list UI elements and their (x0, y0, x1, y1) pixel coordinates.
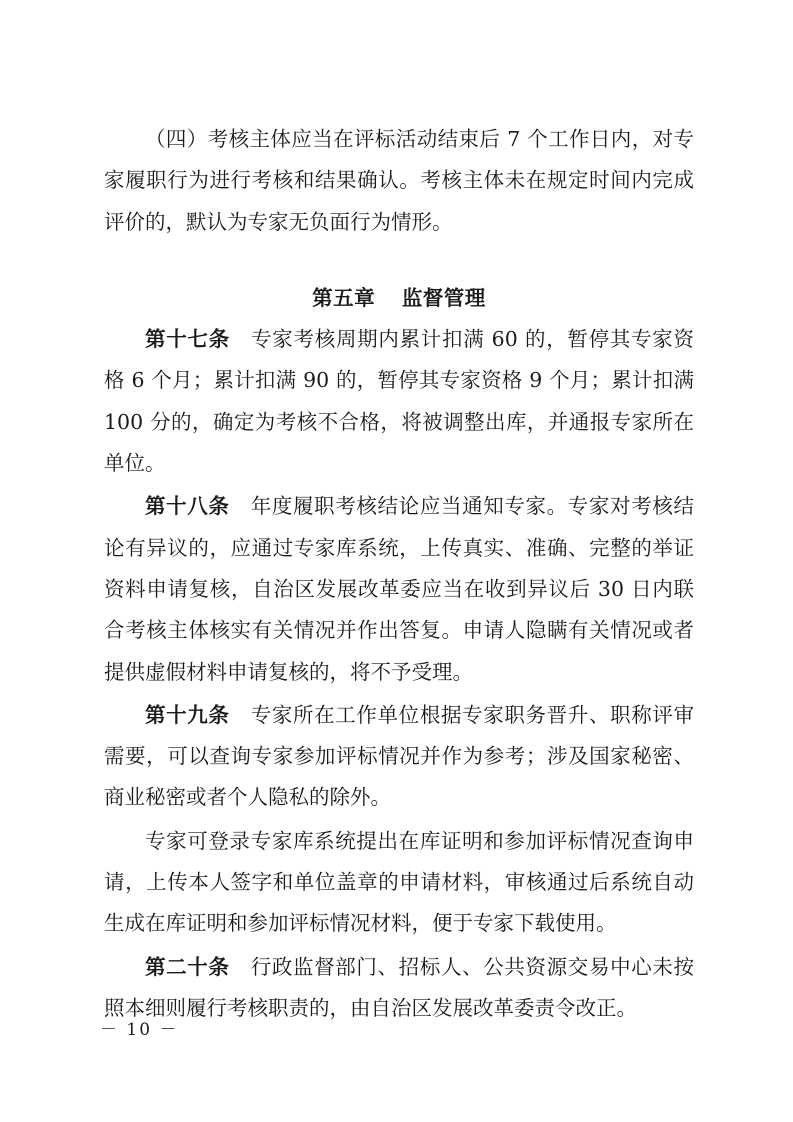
document-body (104, 119, 694, 1029)
article-19-text: 专家所在工作单位根据专家职务晋升、职称评审需要，可以查询专家参加评标情况并作为参考；涉及国家秘密、商业秘密或者个人隐私的除外。 (104, 702, 695, 810)
article-19-title: 第十九条 (145, 702, 230, 727)
article-20 (104, 947, 694, 1030)
article-20-title: 第二十条 (145, 954, 230, 979)
article-20-text: 行政监督部门、招标人、公共资源交易中心未按照本细则履行考核职责的，由自治区发展改革委责令改正。 (104, 954, 695, 1020)
article-17 (104, 319, 694, 484)
article-18-title: 第十八条 (145, 494, 230, 519)
article-19 (104, 695, 694, 819)
article-18-text: 年度履职考核结论应当通知专家。专家对考核结论有异议的，应通过专家库系统，上传真实、准确、完整的举证资料申请复核，自治区发展改革委应当在收到异议后 30 日内联合考核主体核实有关情况并作出答复。申请人隐瞒有关情况或者提供虚假材料申请复核的，将不予受理。 (104, 494, 695, 684)
article-17-title: 第十七条 (145, 327, 230, 352)
article-17-text: 专家考核周期内累计扣满 60 的，暂停其专家资格 6 个月；累计扣满 90 的，暂停其专家资格 9 个月；累计扣满 100 分的，确定为考核不合格，将被调整出库，并通报专家所在单位。 (104, 327, 695, 476)
chapter-number: 第五章 (312, 285, 376, 310)
page-number: － 10 － (100, 1020, 179, 1040)
chapter-heading (104, 278, 694, 319)
chapter-title: 监督管理 (401, 285, 486, 310)
paragraph-clause-4: （四）考核主体应当在评标活动结束后 7 个工作日内，对专家履职行为进行考核和结果确认。考核主体未在规定时间内完成评价的，默认为专家无负面行为情形。 (104, 127, 694, 234)
article-19-paragraph-2: 专家可登录专家库系统提出在库证明和参加评标情况查询申请，上传本人签字和单位盖章的申请材料，审核通过后系统自动生成在库证明和参加评标情况材料，便于专家下载使用。 (104, 828, 694, 936)
article-18 (104, 486, 694, 692)
